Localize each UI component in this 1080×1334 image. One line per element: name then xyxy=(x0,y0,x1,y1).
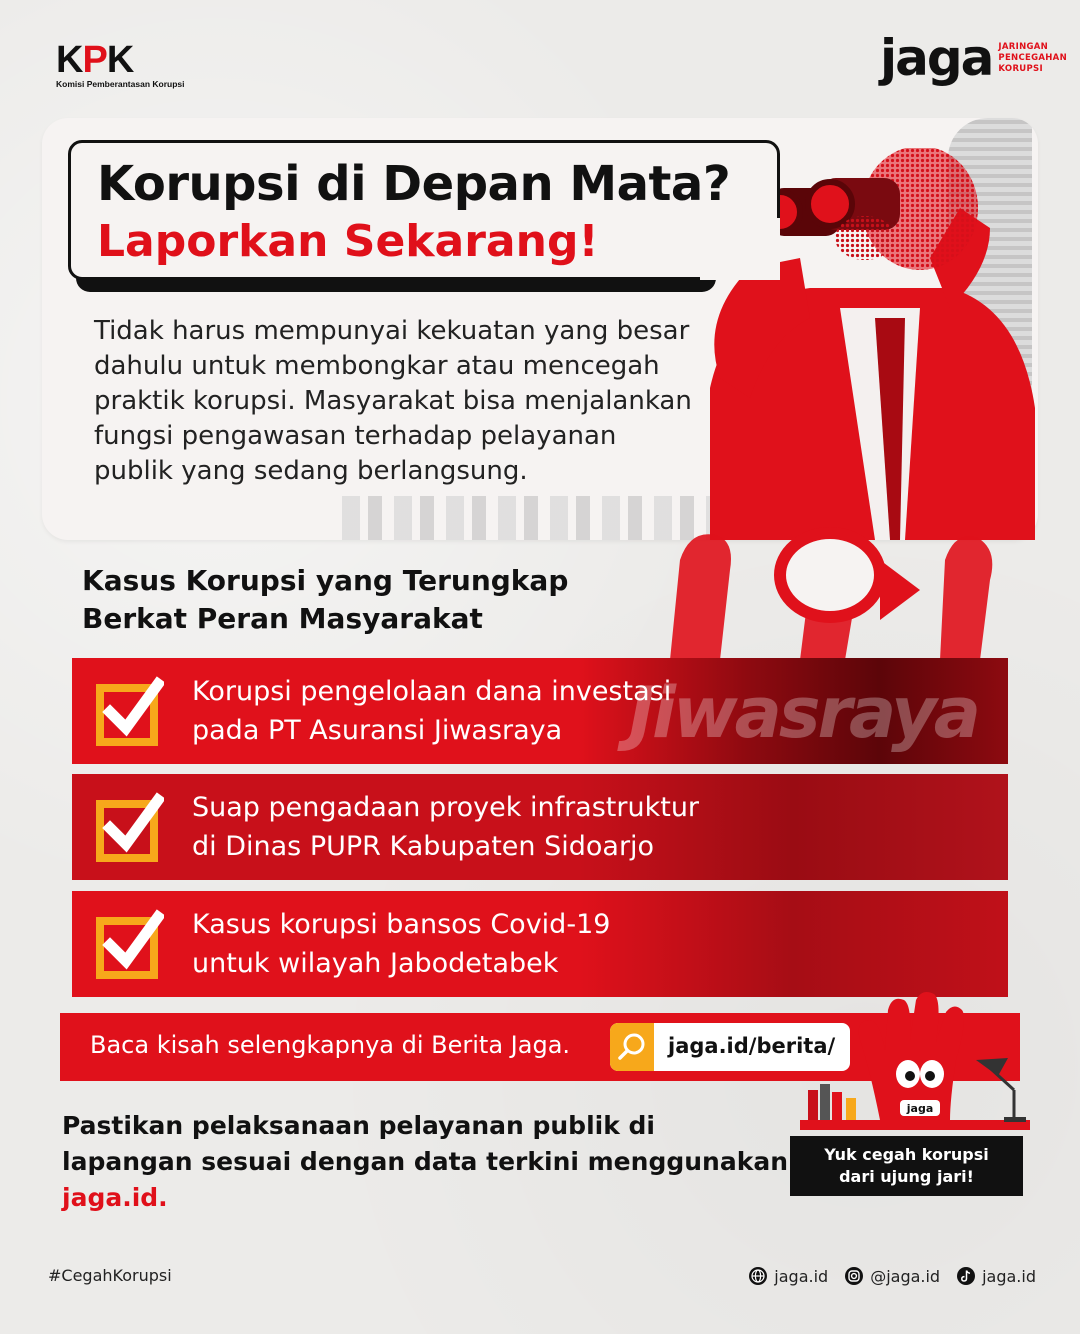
title-box-frame xyxy=(68,140,780,280)
checkbox-check-icon xyxy=(94,792,164,862)
case-item-text: Korupsi pengelolaan dana investasi pada PT Asuransi Jiwasraya xyxy=(192,676,672,746)
tiktok-link[interactable]: jaga.id xyxy=(956,1266,1036,1286)
case-item xyxy=(72,658,1008,764)
checkbox-check-icon xyxy=(94,676,164,746)
case-item xyxy=(72,774,1008,880)
hero-title: Korupsi di Depan Mata? xyxy=(97,156,731,212)
case-item-text: Suap pengadaan proyek infrastruktur di Dinas PUPR Kabupaten Sidoarjo xyxy=(192,792,700,862)
mascot-label: jaga xyxy=(906,1102,934,1115)
instagram-link[interactable]: @jaga.id xyxy=(844,1266,940,1286)
jaga-logo-word: jaga xyxy=(880,29,993,87)
tiktok-icon xyxy=(956,1266,976,1286)
kpk-logo xyxy=(56,39,185,89)
jaga-mascot-illustration xyxy=(800,980,1040,1130)
hero-title-box xyxy=(68,140,788,284)
kpk-logo-mark: KPK xyxy=(56,39,134,81)
raised-fists-megaphone-illustration xyxy=(660,520,1000,660)
kpk-logo-subtitle: Komisi Pemberantasan Korupsi xyxy=(56,79,185,89)
berita-link[interactable]: jaga.id/berita/ xyxy=(668,1034,836,1058)
jaga-link[interactable]: jaga.id. xyxy=(62,1183,168,1212)
promo-box: Yuk cegah korupsi dari ujung jari! xyxy=(790,1136,1023,1196)
hero-subtitle: Laporkan Sekarang! xyxy=(97,216,599,267)
footer-socials xyxy=(748,1266,1036,1286)
jaga-logo xyxy=(880,28,1067,88)
checkbox-check-icon xyxy=(94,909,164,979)
berita-text: Baca kisah selengkapnya di Berita Jaga. xyxy=(90,1031,571,1059)
jiwasraya-sign-text: Jiwasraya xyxy=(628,672,978,754)
case-item-text: Kasus korupsi bansos Covid-19 untuk wilayah Jabodetabek xyxy=(192,909,611,979)
bottom-note: Pastikan pelaksanaan pelayanan publik di lapangan sesuai dengan data terkini menggunakan jaga.id. xyxy=(62,1111,788,1212)
website-link[interactable]: jaga.id xyxy=(748,1266,828,1286)
instagram-icon xyxy=(844,1266,864,1286)
search-icon xyxy=(610,1023,654,1071)
hero-intro-text: Tidak harus mempunyai kekuatan yang besar dahulu untuk membongkar atau mencegah praktik korupsi. Masyarakat bisa menjalankan fungsi pengawasan terhadap pelayanan publik yang sedang berlangsung. xyxy=(94,316,692,486)
cases-heading: Kasus Korupsi yang Terungkap Berkat Peran Masyarakat xyxy=(82,564,569,635)
globe-icon xyxy=(748,1266,768,1286)
footer-hashtag: #CegahKorupsi xyxy=(48,1266,172,1285)
jaga-logo-subtitle: JARINGAN PENCEGAHAN KORUPSI xyxy=(998,41,1067,74)
